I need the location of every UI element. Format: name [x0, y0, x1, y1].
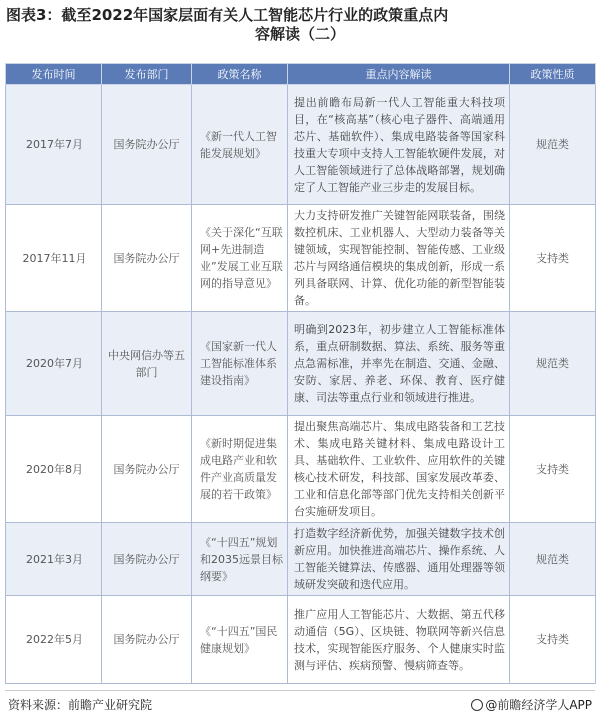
cell-dept: 中央网信办等五部门 — [102, 312, 192, 416]
cell-nature: 规范类 — [510, 85, 596, 205]
cell-policy: 《关于深化“互联网+先进制造业”发展工业互联网的指导意见》 — [192, 205, 288, 312]
source-note: 资料来源：前瞻产业研究院 — [8, 698, 153, 712]
title-line-2: 容解读（二） — [254, 25, 345, 43]
cell-content: 提出聚焦高端芯片、集成电路装备和工艺技术、集成电路关键材料、集成电路设计工具、基础软件、工业软件、应用软件的关键核心技术研发，科技部、国家发展改革委、工业和信息化部等部门优先支持相关创新平台实施研发项目。 — [288, 416, 510, 523]
table-header-row — [6, 64, 596, 85]
title-line-1: 图表3：截至2022年国家层面有关人工智能芯片行业的政策重点内 — [6, 6, 449, 24]
cell-nature: 规范类 — [510, 523, 596, 596]
cell-date: 2017年7月 — [6, 85, 102, 205]
cell-dept: 国务院办公厅 — [102, 85, 192, 205]
cell-nature: 支持类 — [510, 416, 596, 523]
cell-policy: 《“十四五”规划和2035远景目标纲要》 — [192, 523, 288, 596]
cell-content: 大力支持研发推广关键智能网联装备，围绕数控机床、工业机器人、大型动力装备等关键领域，实现智能控制、智能传感、工业级芯片与网络通信模块的集成创新，形成一系列具备联网、计算、优化功能的新型智能装备。 — [288, 205, 510, 312]
cell-dept: 国务院办公厅 — [102, 416, 192, 523]
cell-date: 2022年5月 — [6, 596, 102, 684]
table-row — [6, 523, 596, 596]
header-date: 发布时间 — [6, 64, 102, 85]
table-row — [6, 596, 596, 684]
cell-dept: 国务院办公厅 — [102, 523, 192, 596]
table-row — [6, 416, 596, 523]
brand-logo-icon — [471, 699, 483, 711]
header-dept: 发布部门 — [102, 64, 192, 85]
header-policy: 政策名称 — [192, 64, 288, 85]
cell-nature: 支持类 — [510, 205, 596, 312]
cell-date: 2020年8月 — [6, 416, 102, 523]
cell-nature: 支持类 — [510, 596, 596, 684]
cell-dept: 国务院办公厅 — [102, 596, 192, 684]
cell-dept: 国务院办公厅 — [102, 205, 192, 312]
cell-policy: 《新一代人工智能发展规划》 — [192, 85, 288, 205]
page-title — [6, 6, 594, 44]
cell-content: 打造数字经济新优势，加强关键数字技术创新应用。加快推进高端芯片、操作系统、人工智能关键算法、传感器、通用处理器等领域研发突破和迭代应用。 — [288, 523, 510, 596]
cell-date: 2021年3月 — [6, 523, 102, 596]
footer — [8, 696, 592, 716]
header-nature: 政策性质 — [510, 64, 596, 85]
cell-content: 提出前瞻布局新一代人工智能重大科技项目，在“核高基”（核心电子器件、高端通用芯片、基础软件）、集成电路装备等国家科技重大专项中支持人工智能软硬件发展，对人工智能领域进行了总体战略部署，规划确定了人工智能产业三步走的发展目标。 — [288, 85, 510, 205]
cell-policy: 《“十四五”国民健康规划》 — [192, 596, 288, 684]
cell-policy: 《国家新一代人工智能标准体系建设指南》 — [192, 312, 288, 416]
cell-content: 推广应用人工智能芯片、大数据、第五代移动通信（5G）、区块链、物联网等新兴信息技术，实现智能医疗服务、个人健康实时监测与评估、疾病预警、慢病筛查等。 — [288, 596, 510, 684]
cell-date: 2017年11月 — [6, 205, 102, 312]
cell-policy: 《新时期促进集成电路产业和软件产业高质量发展的若干政策》 — [192, 416, 288, 523]
brand-credit — [471, 696, 592, 713]
cell-date: 2020年7月 — [6, 312, 102, 416]
table-row — [6, 205, 596, 312]
table-row — [6, 85, 596, 205]
table-row — [6, 312, 596, 416]
cell-nature: 规范类 — [510, 312, 596, 416]
header-content: 重点内容解读 — [288, 64, 510, 85]
cell-content: 明确到2023年，初步建立人工智能标准体系，重点研制数据、算法、系统、服务等重点急需标准，并率先在制造、交通、金融、安防、家居、养老、环保、教育、医疗健康、司法等重点行业和领域进行推进。 — [288, 312, 510, 416]
footer-divider — [5, 690, 595, 691]
brand-label: @前瞻经济学人APP — [485, 698, 592, 712]
policy-table — [5, 63, 596, 684]
